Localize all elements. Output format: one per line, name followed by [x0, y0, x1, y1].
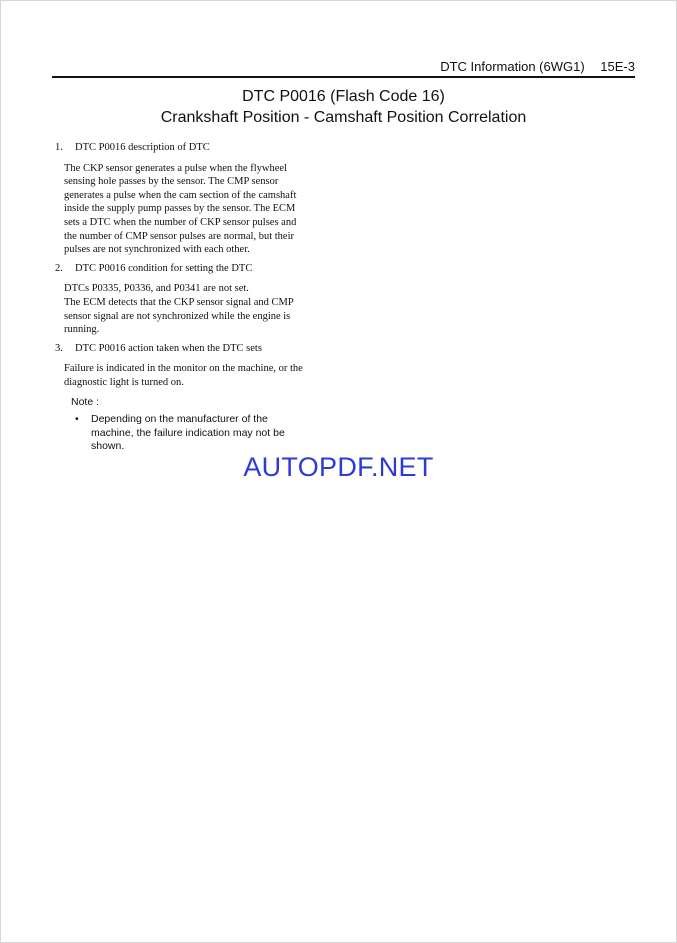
body-line: DTCs P0335, P0336, and P0341 are not set. — [64, 283, 249, 295]
bullet-icon: • — [75, 413, 79, 426]
section-heading-text: DTC P0016 condition for setting the DTC — [75, 262, 253, 274]
section-heading — [55, 342, 330, 356]
note-line: Depending on the manufacturer of the — [91, 413, 268, 426]
title-line-1: DTC P0016 (Flash Code 16) — [242, 88, 445, 105]
note-block — [71, 396, 330, 454]
section-body — [64, 282, 330, 336]
section-number: 2. — [55, 262, 63, 274]
section-heading — [55, 262, 330, 276]
body-line: inside the supply pump passes by the sensor. The ECM — [64, 203, 296, 215]
section-number: 1. — [55, 142, 63, 153]
page-title — [52, 86, 635, 128]
section-1 — [55, 141, 330, 257]
section-2 — [55, 262, 330, 337]
body-line: the number of CMP sensor pulses are normal, but their — [64, 230, 294, 242]
section-body — [64, 162, 330, 257]
note-item-text — [91, 413, 316, 454]
body-line: sets a DTC when the number of CKP sensor pulses and — [64, 216, 297, 228]
section-number: 3. — [55, 342, 63, 354]
note-item — [75, 413, 330, 454]
section-body — [64, 362, 330, 389]
body-line: running. — [64, 324, 100, 336]
section-3 — [55, 342, 330, 390]
body-line: diagnostic light is turned on. — [64, 376, 184, 388]
body-line: The CKP sensor generates a pulse when the flywheel — [64, 162, 287, 174]
document-body — [55, 141, 330, 454]
page-number: 15E-3 — [600, 59, 635, 74]
running-header — [440, 59, 635, 74]
section-heading-text: DTC P0016 action taken when the DTC sets — [75, 342, 262, 354]
header-section-title: DTC Information (6WG1) — [440, 59, 585, 74]
body-line: pulses are not synchronized with each other. — [64, 244, 250, 256]
body-line: The ECM detects that the CKP sensor signal and CMP — [64, 296, 294, 308]
body-line: sensor signal are not synchronized while the engine is — [64, 310, 291, 322]
body-line: Failure is indicated in the monitor on the machine, or the — [64, 363, 303, 375]
body-line: generates a pulse when the cam section of the camshaft — [64, 189, 297, 201]
note-line: shown. — [91, 440, 125, 453]
header-rule — [52, 76, 635, 78]
title-line-2: Crankshaft Position - Camshaft Position Correlation — [160, 109, 527, 126]
watermark — [0, 452, 677, 483]
watermark-text: AUTOPDF.NET — [243, 452, 434, 482]
note-label: Note : — [71, 395, 100, 408]
section-heading-text: DTC P0016 description of DTC — [75, 142, 210, 153]
body-line: sensing hole passes by the sensor. The CMP sensor — [64, 176, 279, 188]
section-heading — [55, 141, 330, 155]
note-line: machine, the failure indication may not be — [91, 426, 285, 439]
